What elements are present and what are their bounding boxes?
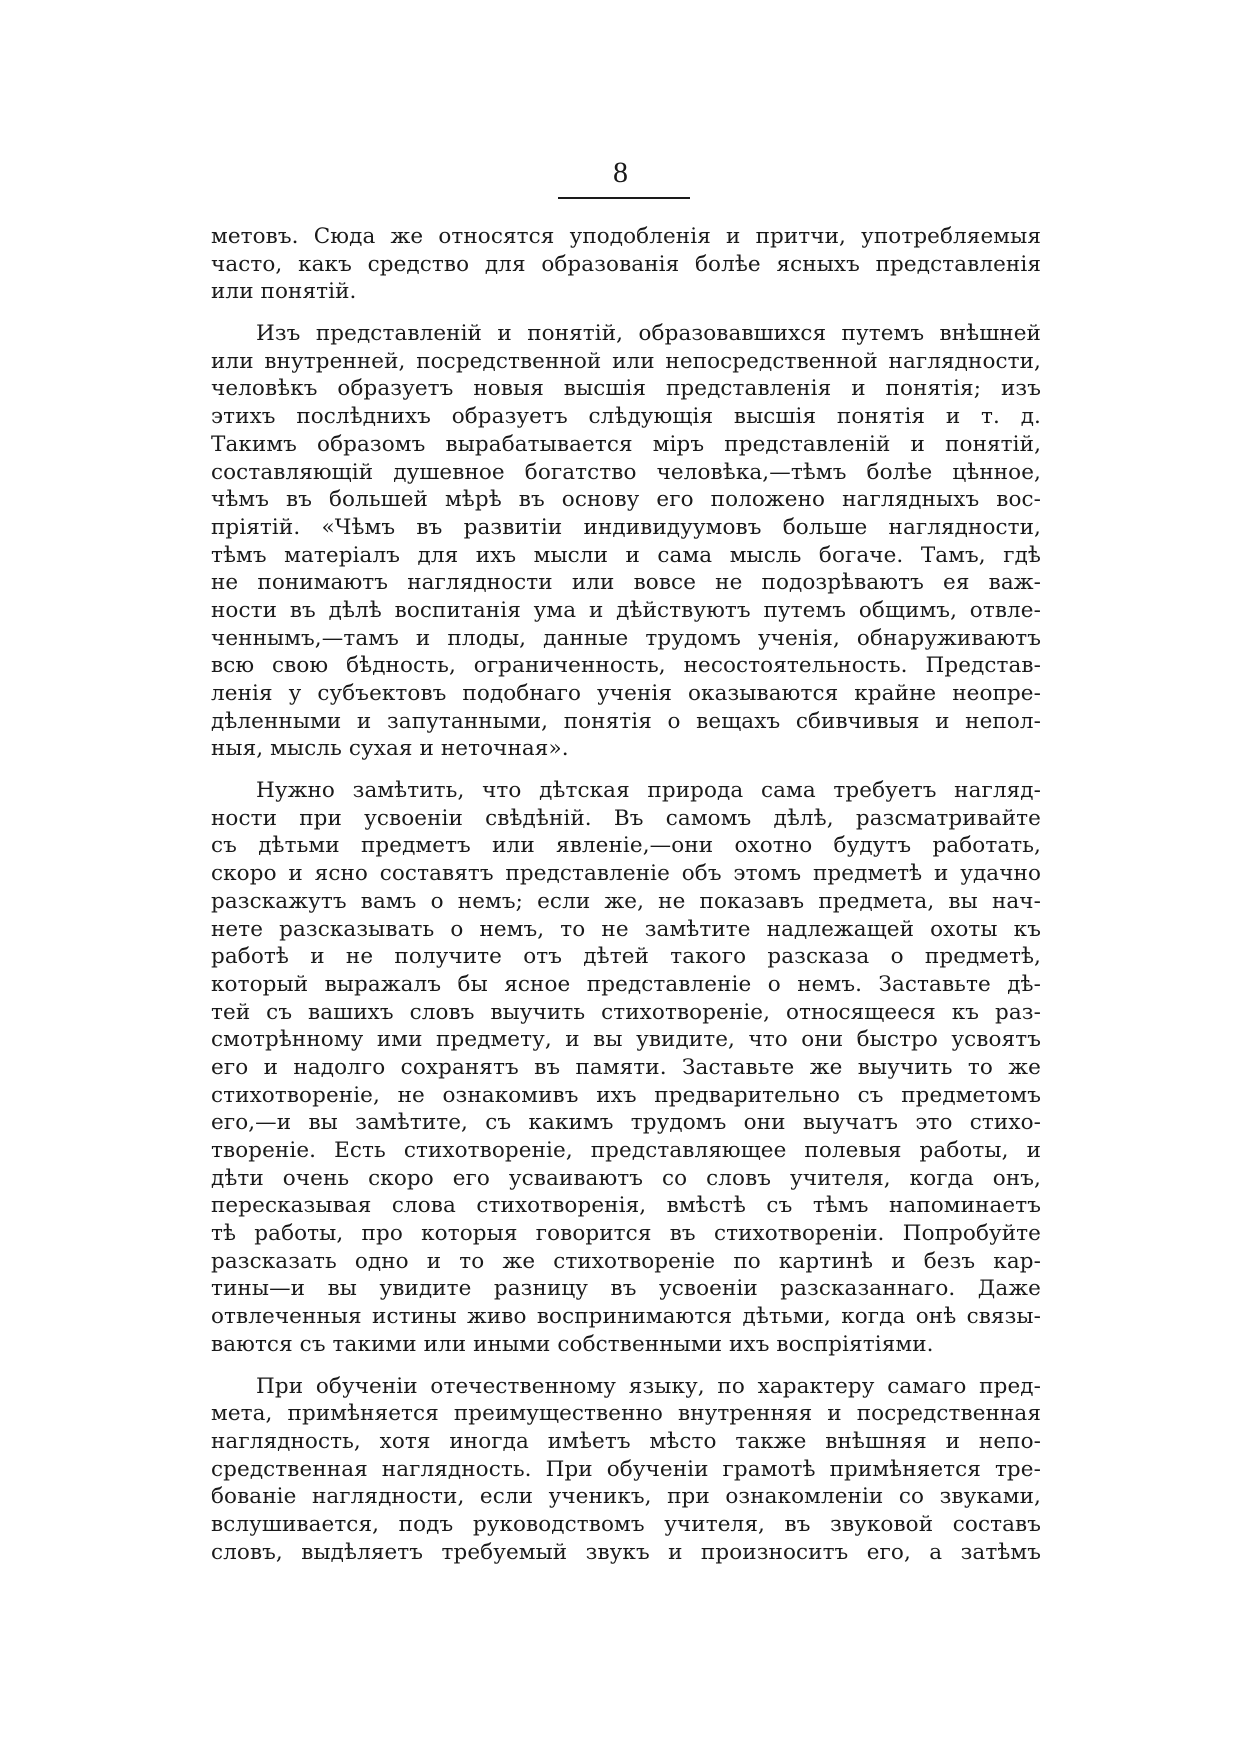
text-line: или внутренней, посредственной или непосредственной наглядности, bbox=[211, 348, 1041, 374]
text-line: твореніе. Есть стихотвореніе, представляющее полевыя работы, и bbox=[211, 1138, 1041, 1163]
body-text bbox=[211, 223, 1041, 1580]
text-line: человѣкъ образуетъ новыя высшія представленія и понятія; изъ bbox=[211, 376, 1041, 402]
text-line: дѣленными и запутанными, понятія о вещахъ сбивчивыя и непол- bbox=[211, 708, 1041, 734]
paragraph bbox=[211, 777, 1041, 1358]
text-line: съ дѣтьми предметъ или явленіе,—они охотно будутъ работать, bbox=[211, 833, 1041, 859]
text-line: пріятій. «Чѣмъ въ развитіи индивидуумовъ больше наглядности, bbox=[211, 514, 1041, 540]
text-line: Такимъ образомъ вырабатывается міръ представленій и понятій, bbox=[211, 431, 1041, 457]
text-line: наглядность, хотя иногда имѣетъ мѣсто также внѣшняя и непо- bbox=[211, 1428, 1041, 1454]
text-line: всю свою бѣдность, ограниченность, несостоятельность. Представ- bbox=[211, 653, 1041, 679]
text-line: средственная наглядность. При обученіи грамотѣ примѣняется тре- bbox=[211, 1456, 1041, 1482]
text-line: тѣ работы, про которыя говорится въ стихотвореніи. Попробуйте bbox=[211, 1221, 1041, 1247]
text-line: Изъ представленій и понятій, образовавшихся путемъ внѣшней bbox=[256, 321, 1041, 347]
text-line: Нужно замѣтить, что дѣтская природа сама требуетъ нагляд- bbox=[256, 778, 1041, 804]
text-line: скоро и ясно составятъ представленіе объ этомъ предметѣ и удачно bbox=[211, 861, 1041, 887]
text-line: ченнымъ,—тамъ и плоды, данные трудомъ ученія, обнаруживаютъ bbox=[211, 625, 1041, 651]
text-line: который выражалъ бы ясное представленіе о немъ. Заставьте дѣ- bbox=[211, 971, 1041, 997]
text-line: разсказать одно и то же стихотвореніе по картинѣ и безъ кар- bbox=[211, 1248, 1041, 1274]
text-line: чѣмъ въ большей мѣрѣ въ основу его положено наглядныхъ вос- bbox=[211, 487, 1041, 513]
text-line: его и надолго сохранятъ въ памяти. Заставьте же выучить то же bbox=[211, 1054, 1041, 1080]
page-number-rule bbox=[558, 197, 690, 199]
text-line: бованіе наглядности, если ученикъ, при ознакомленіи со звуками, bbox=[211, 1484, 1041, 1510]
text-line: отвлеченныя истины живо воспринимаются дѣтьми, когда онѣ связы- bbox=[211, 1304, 1041, 1330]
text-line: стихотвореніе, не ознакомивъ ихъ предварительно съ предметомъ bbox=[211, 1082, 1041, 1108]
text-line: дѣти очень скоро его усваиваютъ со словъ учителя, когда онъ, bbox=[211, 1165, 1041, 1191]
text-line: тины—и вы увидите разницу въ усвоеніи разсказаннаго. Даже bbox=[211, 1276, 1041, 1302]
text-line: ныя, мысль сухая и неточная». bbox=[211, 736, 569, 762]
text-line: не понимаютъ наглядности или вовсе не подозрѣваютъ ея важ- bbox=[211, 570, 1041, 596]
text-line: его,—и вы замѣтите, съ какимъ трудомъ они выучатъ это стихо- bbox=[211, 1110, 1041, 1136]
text-line: работѣ и не получите отъ дѣтей такого разсказа о предметѣ, bbox=[211, 944, 1041, 970]
paragraph bbox=[211, 1373, 1041, 1567]
text-line: тей съ вашихъ словъ выучить стихотвореніе, относящееся къ раз- bbox=[211, 999, 1041, 1025]
text-line: ности при усвоеніи свѣдѣній. Въ самомъ дѣлѣ, разсматривайте bbox=[211, 805, 1041, 831]
text-line: часто, какъ средство для образованія болѣе ясныхъ представленія bbox=[211, 251, 1041, 277]
paragraph bbox=[211, 223, 1041, 306]
text-line: составляющій душевное богатство человѣка,—тѣмъ болѣе цѣнное, bbox=[211, 459, 1041, 485]
text-line: словъ, выдѣляетъ требуемый звукъ и произноситъ его, а затѣмъ bbox=[211, 1539, 1041, 1565]
text-line: этихъ послѣднихъ образуетъ слѣдующія высшія понятія и т. д. bbox=[211, 404, 1041, 430]
text-line: или понятій. bbox=[211, 279, 357, 305]
text-line: ленія у субъектовъ подобнаго ученія оказываются крайне неопре- bbox=[211, 681, 1041, 706]
text-line: тѣмъ матеріалъ для ихъ мысли и сама мысль богаче. Тамъ, гдѣ bbox=[211, 542, 1041, 568]
text-line: мета, примѣняется преимущественно внутренняя и посредственная bbox=[211, 1401, 1041, 1427]
text-line: нете разсказывать о немъ, то не замѣтите надлежащей охоты къ bbox=[211, 916, 1041, 942]
text-line: разскажутъ вамъ о немъ; если же, не показавъ предмета, вы нач- bbox=[211, 888, 1041, 914]
page-number: 8 bbox=[613, 156, 628, 189]
text-line: пересказывая слова стихотворенія, вмѣстѣ съ тѣмъ напоминаетъ bbox=[211, 1193, 1041, 1219]
text-line: При обученіи отечественному языку, по характеру самаго пред- bbox=[256, 1373, 1041, 1399]
text-line: смотрѣнному ими предмету, и вы увидите, что они быстро усвоятъ bbox=[211, 1027, 1041, 1053]
text-line: ности въ дѣлѣ воспитанія ума и дѣйствуютъ путемъ общимъ, отвле- bbox=[211, 597, 1041, 623]
text-line: вслушивается, подъ руководствомъ учителя, въ звуковой составъ bbox=[211, 1511, 1041, 1537]
text-line: ваются съ такими или иными собственными ихъ воспріятіями. bbox=[211, 1331, 934, 1357]
paragraph bbox=[211, 320, 1041, 763]
text-line: метовъ. Сюда же относятся уподобленія и притчи, употребляемыя bbox=[211, 224, 1041, 249]
